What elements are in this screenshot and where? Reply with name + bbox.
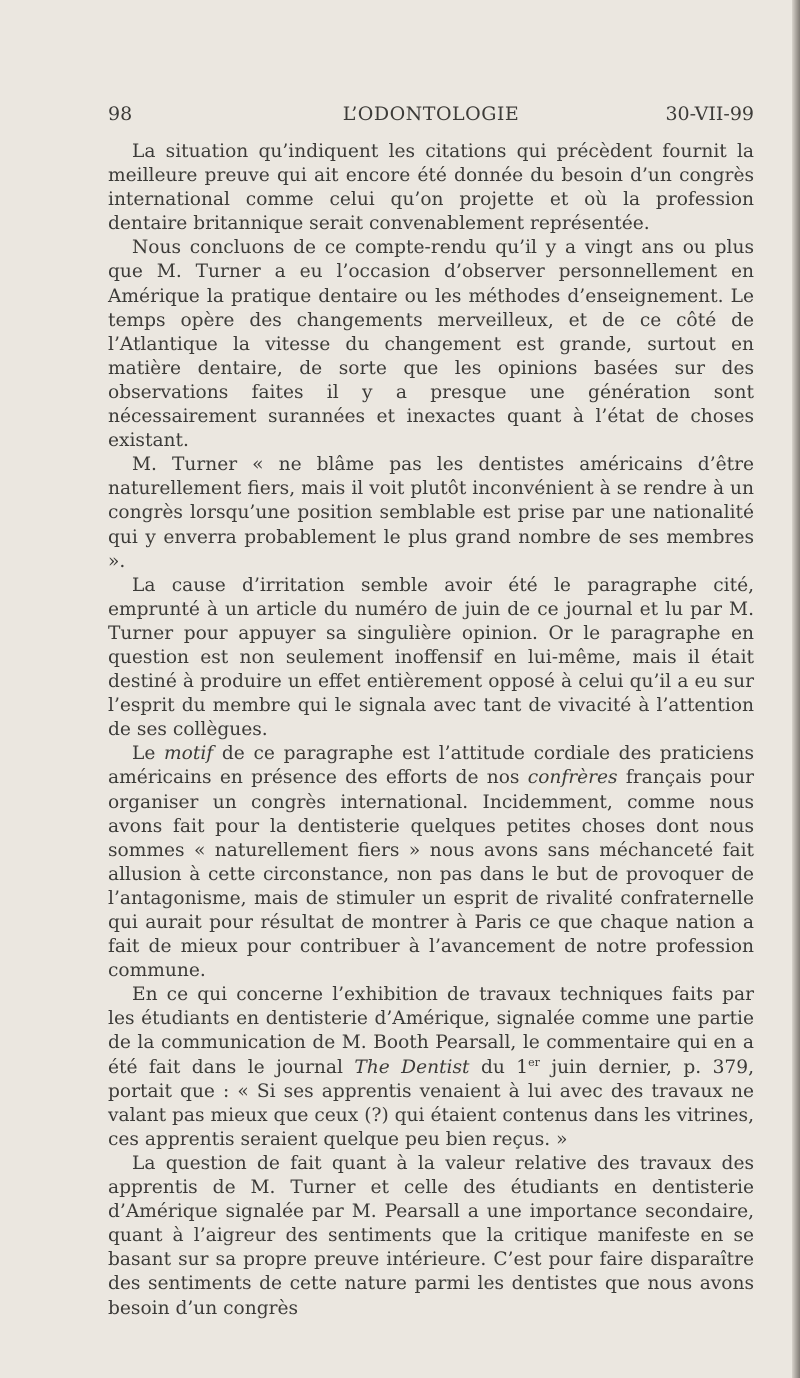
paragraph: La question de fait quant à la valeur relative des travaux des apprentis de M. Turner et celle des étudiants en dentisterie d’Amérique signalée par M. Pearsall a une importance secondaire, quant à l’aigreur des sentiments que la critique manifeste en se basant sur sa propre preuve intérieure. C’est pour faire disparaître des sentiments de cette nature parmi les dentistes que nous avons besoin d’un congrès xyxy=(108,1152,754,1319)
paragraph xyxy=(108,983,754,1152)
page-number: 98 xyxy=(108,103,133,125)
running-header xyxy=(108,103,754,133)
text-run: du 1 xyxy=(469,1056,529,1078)
text-run: En ce qui concerne l’exhibition de travaux techniques faits par les étudiants en dentisterie d’Amérique, signalée comme une partie de la communication de M. Booth Pearsall, le commentaire qui en a été fait dans le journal xyxy=(108,984,754,1078)
journal-title: L’ODONTOLOGIE xyxy=(342,103,520,125)
paragraph: Nous concluons de ce compte-rendu qu’il y a vingt ans ou plus que M. Turner a eu l’occasion d’observer personnellement en Amérique la pratique dentaire ou les méthodes d’enseignement. Le temps opère des changements merveilleux, et de ce côté de l’Atlantique la vitesse du changement est grande, surtout en matière dentaire, de sorte que les opinions basées sur des observations faites il y a presque une génération sont nécessairement surannées et inexactes quant à l’état de choses existant. xyxy=(108,237,754,452)
paragraph: La cause d’irritation semble avoir été le paragraphe cité, emprunté à un article du numéro de juin de ce journal et lu par M. Turner pour appuyer sa singulière opinion. Or le paragraphe en question est non seulement inoffensif en lui-même, mais il était destiné à produire un effet entièrement opposé à celui qu’il a eu sur l’esprit du membre qui le signala avec tant de vivacité à l’attention de ses collègues. xyxy=(108,574,754,741)
paragraph xyxy=(108,742,754,983)
text-run: juin dernier, p. 379, portait que : « Si ses apprentis venaient à lui avec des travaux ne valant pas mieux que ceux (?) qui étaient contenus dans les vitrines, ces apprentis seraient quelque peu bien reçus. » xyxy=(108,1056,754,1150)
paragraph: La situation qu’indiquent les citations qui précèdent fournit la meilleure preuve qui ait encore été donnée du besoin d’un congrès international comme celui qu’on projette et où la profession dentaire britannique serait convenablement représentée. xyxy=(108,141,754,235)
text-run: français pour organiser un congrès international. Incidemment, comme nous avons fait pour la dentisterie quelques petites choses dont nous sommes « naturellement fiers » nous avons sans méchanceté fait allusion à cette circonstance, non pas dans le but de provoquer de l’antagonisme, mais de stimuler un esprit de rivalité confraternelle qui aurait pour résultat de montrer à Paris ce que chaque nation a fait de mieux pour contribuer à l’avancement de notre profession commune. xyxy=(108,767,754,982)
italic-word: confrères xyxy=(527,767,618,789)
page-edge-shadow xyxy=(792,0,800,1378)
issue-date: 30-VII-99 xyxy=(665,103,754,125)
text-run: Le xyxy=(132,743,165,765)
journal-name: The Dentist xyxy=(354,1056,470,1078)
article-body xyxy=(108,140,754,1321)
paragraph: M. Turner « ne blâme pas les dentistes américains d’être naturellement fiers, mais il voit plutôt inconvénient à se rendre à un congrès lorsqu’une position semblable est prise par une nationalité qui y enverra probablement le plus grand nombre de ses membres ». xyxy=(108,454,754,572)
italic-word: motif xyxy=(164,743,214,765)
text-run: de ce paragraphe est l’attitude cordiale des praticiens américains en présence des efforts de nos xyxy=(108,743,754,789)
ordinal-superscript: er xyxy=(528,1055,540,1069)
